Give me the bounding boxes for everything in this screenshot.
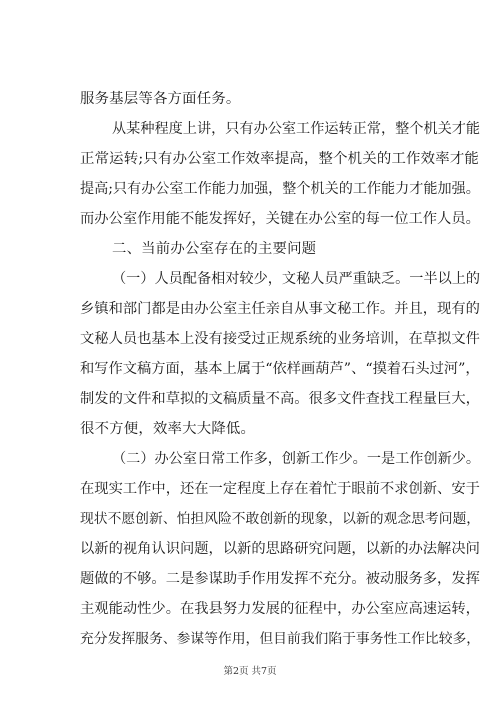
section-heading: 二、当前办公室存在的主要问题 bbox=[112, 241, 317, 257]
text-line: 很不方便，效率大大降低。 bbox=[80, 421, 256, 437]
text-line: 从某种程度上讲，只有办公室工作运转正常，整个机关才能 bbox=[112, 121, 481, 137]
page-footer: 第2页 共7页 bbox=[223, 666, 277, 677]
text-line: （二）办公室日常工作多，创新工作少。一是工作创新少。 bbox=[112, 451, 481, 467]
text-line: 主观能动性少。在我县努力发展的征程中，办公室应高速运转， bbox=[80, 601, 480, 617]
text-line: 服务基层等各方面任务。 bbox=[80, 91, 241, 107]
text-line: 乡镇和部门都是由办公室主任亲自从事文秘工作。并且，现有的 bbox=[80, 301, 480, 317]
text-line: 而办公室作用能不能发挥好，关键在办公室的每一位工作人员。 bbox=[80, 211, 480, 227]
text-line: 题做的不够。二是参谋助手作用发挥不充分。被动服务多，发挥 bbox=[80, 571, 480, 587]
text-line: 提高;只有办公室工作能力加强，整个机关的工作能力才能加强。 bbox=[80, 181, 480, 197]
text-line: 和写作文稿方面，基本上属于“依样画葫芦”、“摸着石头过河”， bbox=[80, 361, 480, 377]
text-line: 充分发挥服务、参谋等作用，但目前我们陷于事务性工作比较多， bbox=[80, 631, 481, 647]
text-line: 现状不愿创新、怕担风险不敢创新的现象，以新的观念思考问题， bbox=[80, 511, 481, 527]
text-line: 制发的文件和草拟的文稿质量不高。很多文件查找工程量巨大， bbox=[80, 391, 480, 407]
text-line: （一）人员配备相对较少，文秘人员严重缺乏。一半以上的 bbox=[112, 271, 481, 287]
text-line: 在现实工作中，还在一定程度上存在着忙于眼前不求创新、安于 bbox=[80, 481, 480, 497]
text-line: 文秘人员也基本上没有接受过正规系统的业务培训，在草拟文件 bbox=[80, 331, 480, 347]
text-line: 正常运转;只有办公室工作效率提高，整个机关的工作效率才能 bbox=[80, 151, 479, 167]
text-line: 以新的视角认识问题，以新的思路研究问题，以新的办法解决问 bbox=[80, 541, 480, 557]
